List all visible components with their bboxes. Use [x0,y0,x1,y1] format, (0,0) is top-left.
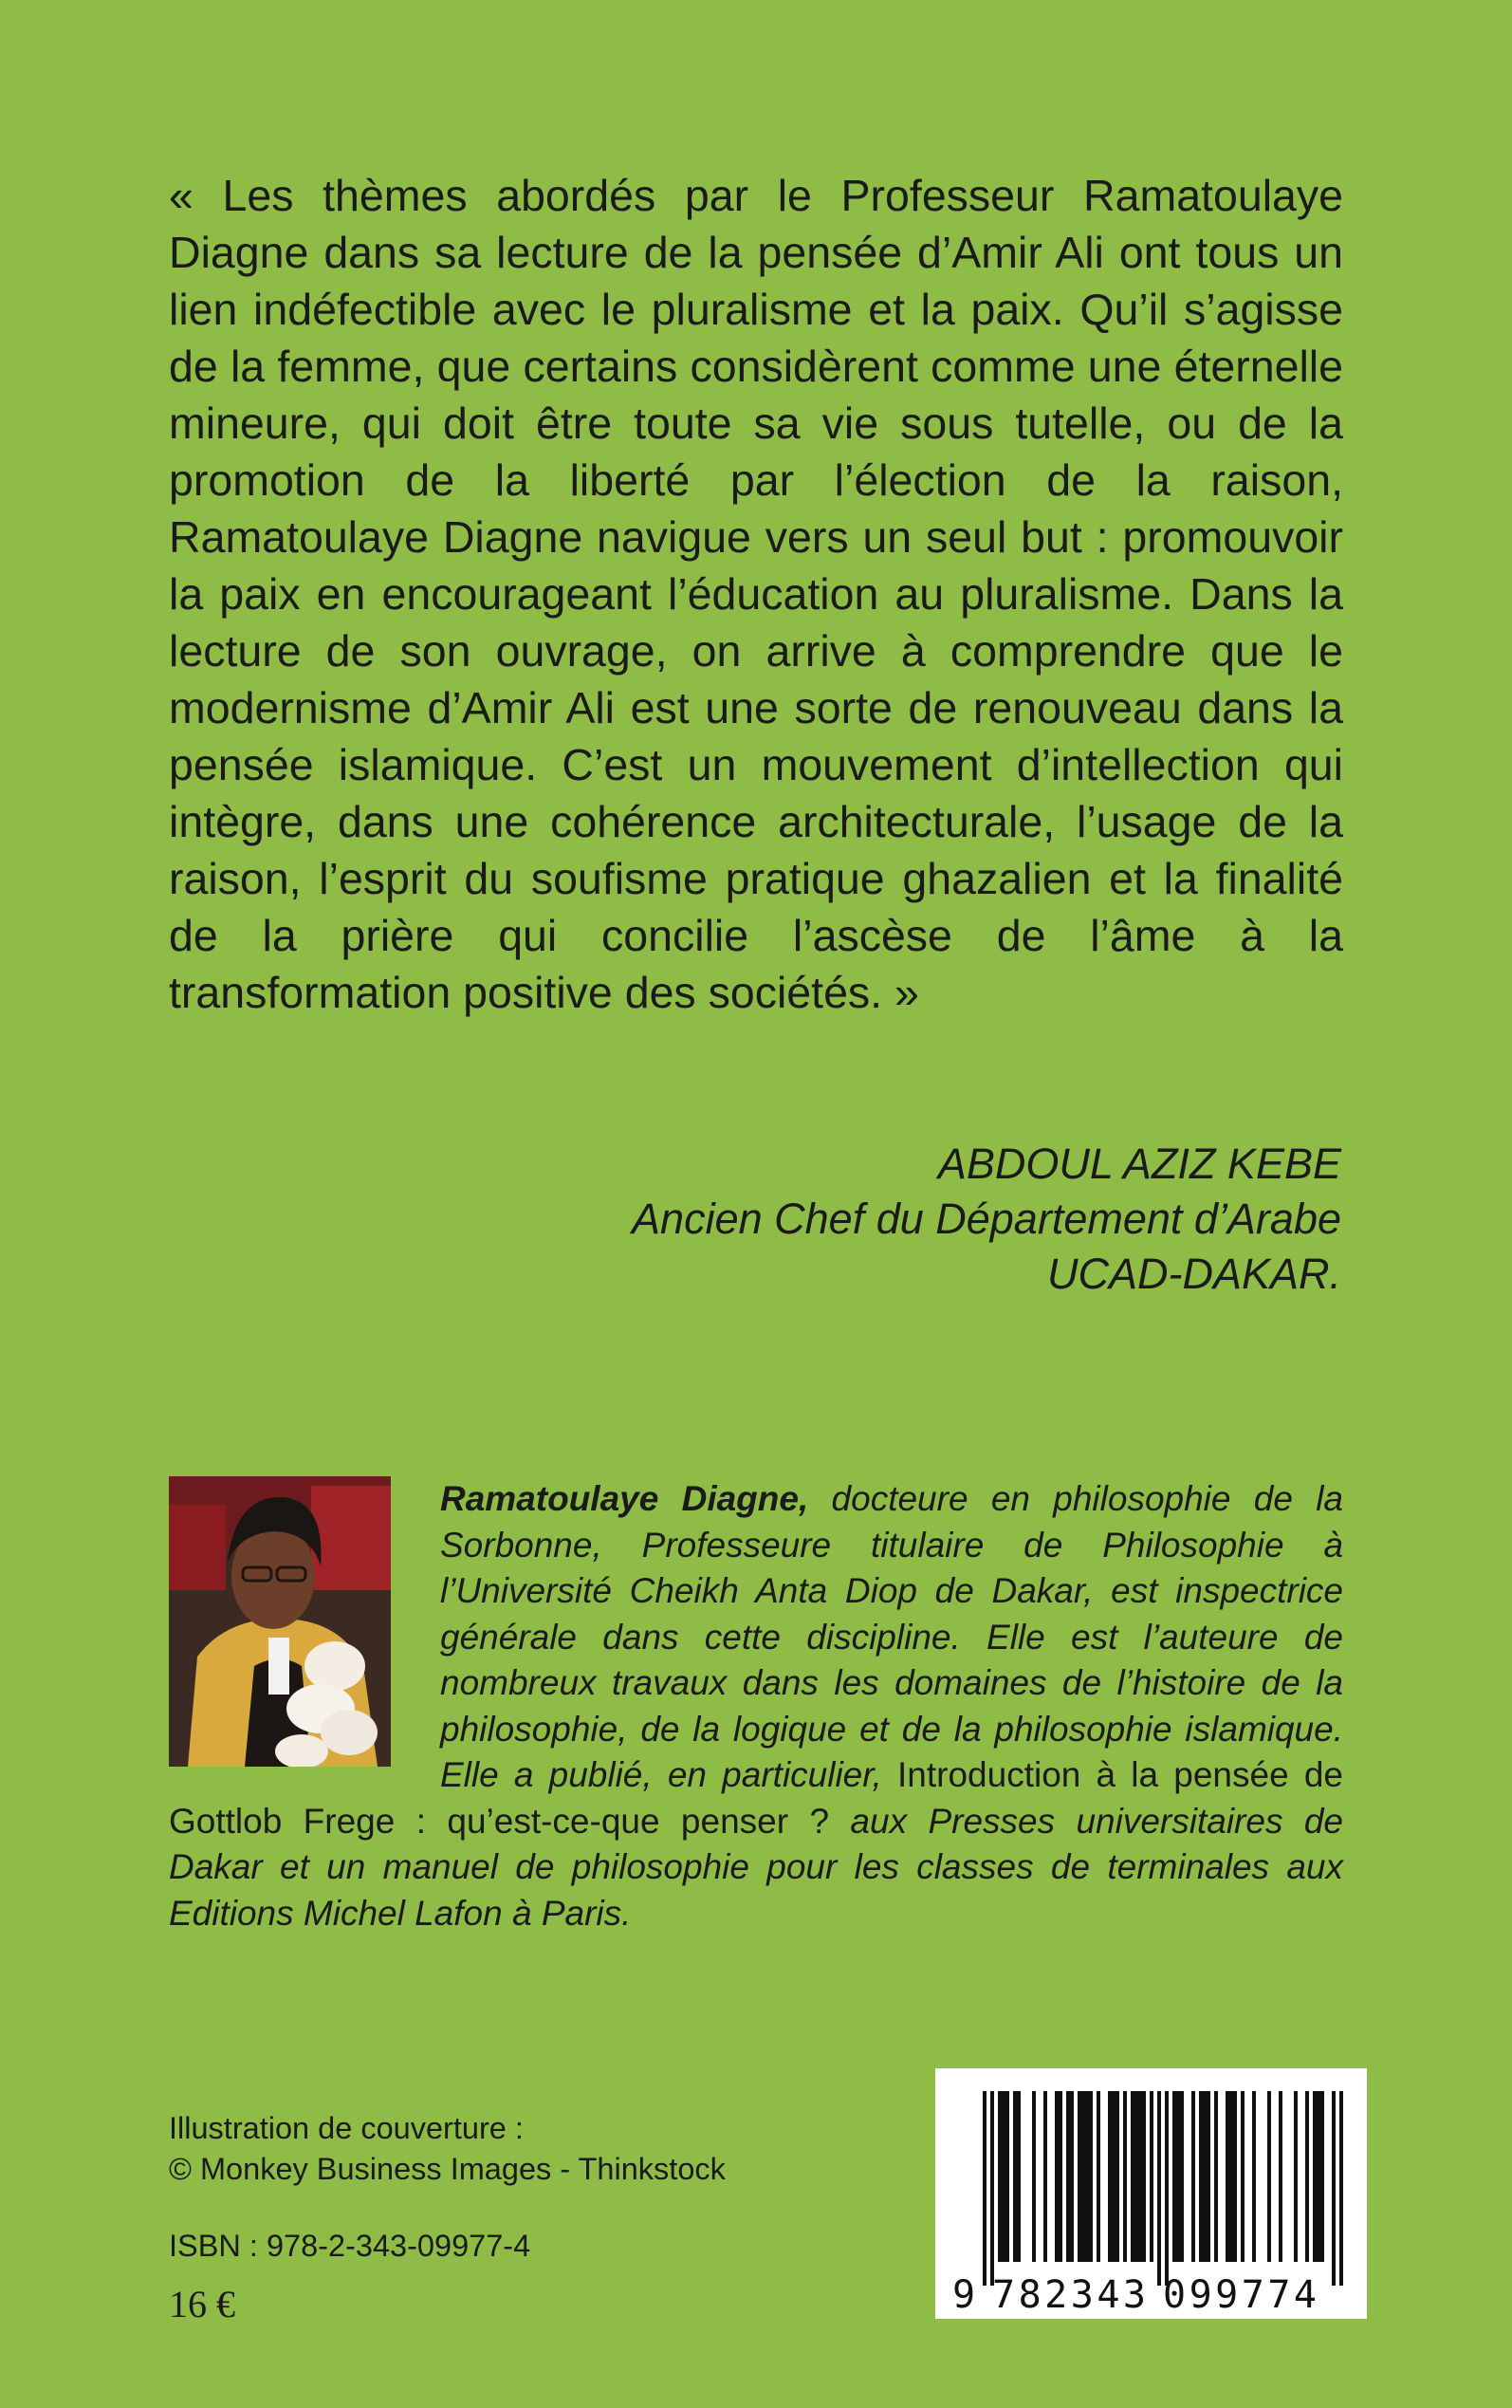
bio-text-part2: aux Presses universitaires de Dakar et un manuel de philosophie pour les classes de terminales aux Editions Michel Lafon à Paris. [169,1801,1343,1933]
barcode-bar [1214,2091,1218,2262]
credits-line-2: © Monkey Business Images - Thinkstock [169,2152,726,2186]
barcode-right-digits: 099774 [1163,2273,1317,2317]
barcode-bar [990,2091,994,2286]
credits-line-1: Illustration de couverture : [169,2111,524,2145]
barcode-bar [1203,2091,1207,2262]
barcode-bar [1317,2091,1320,2262]
barcode-bar [1055,2091,1059,2262]
barcode-bar [1017,2091,1021,2262]
barcode-bar [1191,2091,1195,2262]
barcode-bar [1002,2091,1005,2262]
cover-credits [169,2108,726,2190]
barcode-bar [1241,2091,1245,2262]
book-title: Introduction à la pensée de Gottlob Frege : qu’est-ce-que penser ? [169,1755,1343,1841]
barcode-bar [1097,2091,1100,2262]
barcode-bar [1112,2091,1116,2262]
barcode-bar [1332,2091,1336,2286]
barcode [935,2068,1367,2319]
barcode-bar [1165,2091,1169,2286]
author-biography [169,1476,1343,1936]
barcode-bar [1116,2091,1119,2262]
barcode-bar [1123,2091,1127,2262]
barcode-left-digits: 782343 [992,2273,1146,2317]
signature-name: ABDOUL AZIZ KEBE [937,1139,1341,1188]
author-name: Ramatoulaye Diagne, [440,1479,809,1518]
barcode-bar [1229,2091,1233,2262]
barcode-bar [1313,2091,1317,2262]
barcode-bar [1043,2091,1047,2262]
barcode-bar [1252,2091,1256,2262]
isbn: ISBN : 978-2-343-09977-4 [169,2229,531,2263]
barcode-bar [1233,2091,1237,2262]
barcode-bar [1339,2091,1343,2286]
barcode-bar [1013,2091,1017,2262]
barcode-bar [1199,2091,1203,2262]
back-cover-quote: « Les thèmes abordés par le Professeur Ramatoulaye Diagne dans sa lecture de la pensée d’Amir Ali ont tous un lien indéfectible avec le pluralisme et la paix. Qu’il s’agisse de la femme, que certains considèrent comme une éternelle mineure, qui doit être toute sa vie sous tutelle, ou de la promotion de la liberté par l’élection de la raison, Ramatoulaye Diagne navigue vers un seul but : promouvoir la paix en encourageant l’éducation au pluralisme. Dans la lecture de son ouvrage, on arrive à comprendre que le modernisme d’Amir Ali est une sorte de renouveau dans la pensée islamique. C’est un mouvement d’intellection qui intègre, dans une cohérence architecturale, l’usage de la raison, l’esprit du soufisme pratique ghazalien et la finalité de la prière qui concilie l’ascèse de l’âme à la transformation positive des sociétés. » [169,171,1343,1017]
bio-text-part1: docteure en philosophie de la Sorbonne, Professeure titulaire de Philosophie à l’Université Cheikh Anta Diop de Dakar, est inspectrice générale dans cette discipline. Elle est l’auteure de nombreux travaux dans les domaines de l’histoire de la philosophie, de la logique et de la philosophie islamique. Elle a publié, en particulier, [440,1479,1344,1794]
barcode-bar [1089,2091,1093,2262]
barcode-bar [983,2091,986,2286]
barcode-bar [1176,2091,1180,2262]
barcode-bar [1059,2091,1062,2262]
barcode-bar [1108,2091,1112,2262]
barcode-graphic [935,2068,1367,2319]
signature-role: Ancien Chef du Département d’Arabe [632,1195,1341,1243]
barcode-bar [1320,2091,1324,2262]
barcode-bar [1294,2091,1298,2262]
barcode-bar [1005,2091,1009,2262]
barcode-bar [1138,2091,1142,2262]
barcode-bars [983,2091,1343,2286]
barcode-bar [1180,2091,1184,2262]
barcode-bar [1279,2091,1282,2262]
barcode-bar [1172,2091,1176,2262]
barcode-bar [1131,2091,1134,2262]
barcode-bar [1157,2091,1161,2286]
barcode-bar [1070,2091,1074,2262]
barcode-bar [1267,2091,1271,2262]
quote-signature [488,1137,1341,1302]
barcode-lead-digit: 9 [952,2273,976,2317]
price: 16 € [169,2283,235,2325]
barcode-bar [1150,2091,1153,2262]
barcode-bar [998,2091,1002,2262]
barcode-bar [1066,2091,1070,2262]
barcode-bar [1078,2091,1081,2262]
photo-float-spacer [169,1476,440,1780]
barcode-bar [1207,2091,1210,2262]
barcode-bar [1305,2091,1309,2262]
barcode-bar [1226,2091,1229,2262]
signature-institution: UCAD-DAKAR. [1046,1250,1341,1298]
barcode-bar [1142,2091,1146,2262]
barcode-bar [1081,2091,1085,2262]
barcode-bar [1032,2091,1036,2262]
barcode-bar [1134,2091,1138,2262]
barcode-bar [1085,2091,1089,2262]
